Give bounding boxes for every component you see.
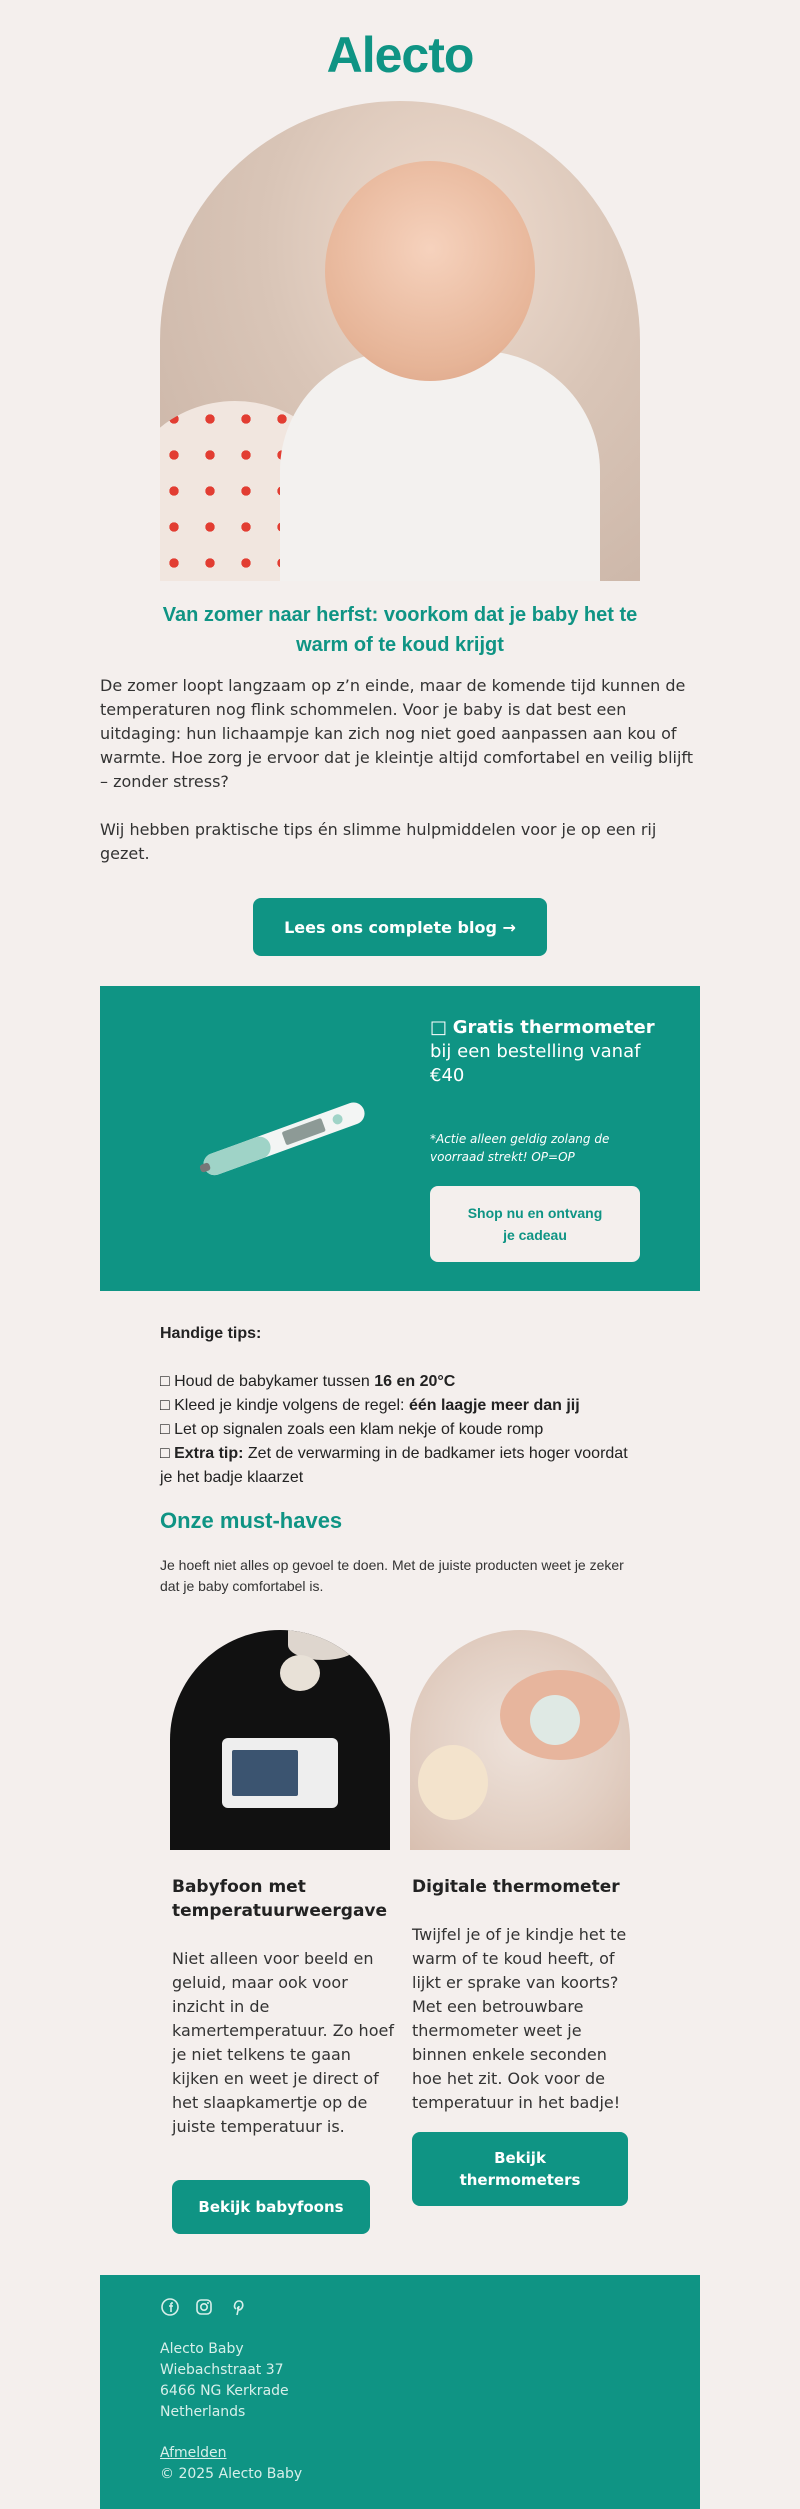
alecto-logo[interactable] bbox=[0, 26, 800, 84]
view-babyfoons-button[interactable]: Bekijk babyfoons bbox=[172, 2180, 370, 2234]
tip-text: Houd de babykamer tussen bbox=[174, 1373, 375, 1390]
camera-shape bbox=[280, 1655, 320, 1691]
pinterest-icon[interactable] bbox=[228, 2297, 248, 2317]
logo-text: Alecto bbox=[326, 27, 474, 83]
tip-item bbox=[160, 1394, 640, 1418]
hero-image bbox=[160, 101, 640, 581]
unsubscribe-link[interactable]: Afmelden bbox=[160, 2445, 227, 2461]
thermometer-icon: □ bbox=[160, 1373, 175, 1390]
intro-paragraph: Wij hebben praktische tips én slimme hulpmiddelen voor je op een rij gezet. bbox=[100, 820, 657, 863]
promo-title-rest: bij een bestelling vanaf €40 bbox=[430, 1041, 641, 1086]
babyfoon-image[interactable] bbox=[170, 1630, 390, 1850]
product-description: Twijfel je of je kindje het te warm of te koud heeft, of lijkt er sprake van koorts? Met een betrouwbare thermometer weet je binnen enkele seconden hoe het zit. Ook voor de temperatuur in het badje! bbox=[412, 1925, 627, 2112]
footer bbox=[100, 2275, 700, 2509]
monitor-screen bbox=[232, 1750, 298, 1796]
tips-section bbox=[160, 1322, 640, 1490]
eye-icon: □ bbox=[160, 1421, 175, 1438]
shop-gift-button[interactable]: Shop nu en ontvang je cadeau bbox=[430, 1186, 640, 1262]
tip-item bbox=[160, 1370, 640, 1394]
copyright: © 2025 Alecto Baby bbox=[160, 2466, 303, 2482]
promo-title-bold: Gratis thermometer bbox=[452, 1017, 655, 1038]
tip-text: Let op signalen zoals een klam nekje of koude romp bbox=[174, 1421, 544, 1438]
monitor-shape bbox=[222, 1738, 338, 1808]
tip-bold: 16 en 20°C bbox=[374, 1373, 456, 1390]
bulb-icon: □ bbox=[160, 1445, 175, 1462]
facebook-icon[interactable] bbox=[160, 2297, 180, 2317]
product-description: Niet alleen voor beeld en geluid, maar ook voor inzicht in de kamertemperatuur. Zo hoef je niet telkens te gaan kijken en weet je direct of het slaapkamertje op de juiste temperatuur is. bbox=[172, 1949, 394, 2136]
tip-text: Kleed je kindje volgens de regel: bbox=[174, 1397, 409, 1414]
thermometer-image bbox=[188, 1096, 378, 1176]
thermometer-product-image[interactable] bbox=[410, 1630, 630, 1850]
product-title: Babyfoon met temperatuurweergave bbox=[172, 1877, 388, 1921]
baby-face bbox=[325, 161, 535, 381]
tip-item bbox=[160, 1442, 640, 1490]
tip-bold: Extra tip: bbox=[174, 1445, 244, 1462]
tip-text: Zet de verwarming in de badkamer iets hoger voordat je het badje klaarzet bbox=[160, 1445, 628, 1486]
view-thermometers-button[interactable]: Bekijk thermometers bbox=[412, 2132, 628, 2206]
social-links bbox=[160, 2297, 248, 2317]
promo-title bbox=[430, 1016, 670, 1088]
tips-title: Handige tips: bbox=[160, 1325, 262, 1342]
instagram-icon[interactable] bbox=[194, 2297, 214, 2317]
gift-icon: □ bbox=[430, 1017, 448, 1038]
musthaves-text: Je hoeft niet alles op gevoel te doen. Met de juiste producten weet je zeker dat je baby comfortabel is. bbox=[160, 1557, 624, 1594]
address-line: 6466 NG Kerkrade bbox=[160, 2383, 289, 2399]
intro-text bbox=[100, 674, 700, 890]
baby-body bbox=[280, 351, 600, 581]
headline: Van zomer naar herfst: voorkom dat je baby het te warm of te koud krijgt bbox=[162, 604, 638, 656]
bath-thermometer-shape bbox=[530, 1695, 580, 1745]
musthaves-title: Onze must-haves bbox=[160, 1508, 343, 1533]
address-line: Alecto Baby bbox=[160, 2341, 244, 2357]
tip-item bbox=[160, 1418, 640, 1442]
address-line: Wiebachstraat 37 bbox=[160, 2362, 284, 2378]
address-line: Netherlands bbox=[160, 2404, 246, 2420]
footer-address bbox=[160, 2339, 289, 2423]
shirt-icon: □ bbox=[160, 1397, 175, 1414]
bath-toy-shape bbox=[418, 1745, 488, 1820]
promo-banner bbox=[100, 986, 700, 1291]
tip-bold: één laagje meer dan jij bbox=[408, 1397, 580, 1414]
intro-paragraph: De zomer loopt langzaam op z’n einde, maar de komende tijd kunnen de temperaturen nog flink schommelen. Voor je baby is dat best een uitdaging: hun lichaampje kan zich nog niet goed aanpassen aan kou of warmte. Hoe zorg je ervoor dat je kleintje altijd comfortabel en veilig blijft – zonder stress? bbox=[100, 676, 694, 791]
product-title: Digitale thermometer bbox=[412, 1877, 620, 1897]
read-blog-button[interactable]: Lees ons complete blog → bbox=[253, 898, 547, 956]
promo-note: *Actie alleen geldig zolang de voorraad strekt! OP=OP bbox=[430, 1132, 610, 1164]
